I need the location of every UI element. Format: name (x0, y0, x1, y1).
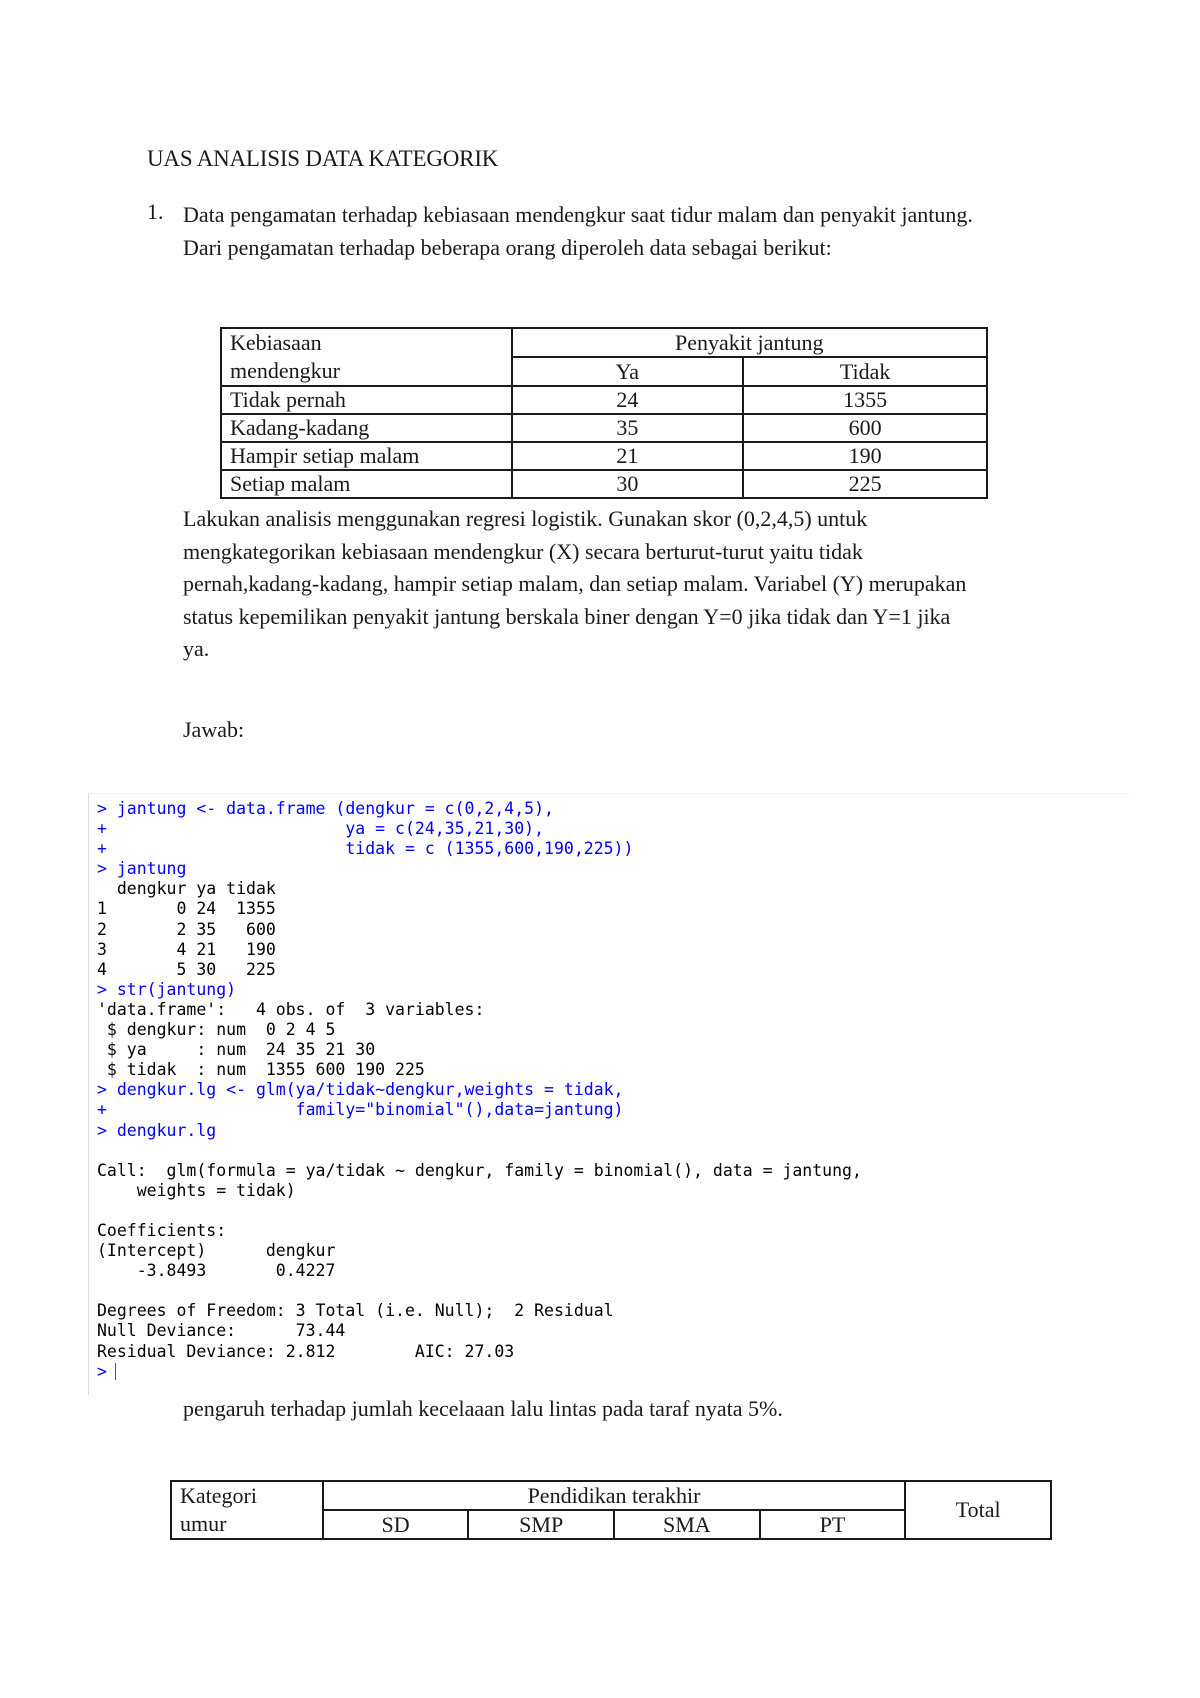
console-output-line: Coefficients: (97, 1220, 227, 1240)
console-output-line (97, 1141, 862, 1161)
table1-row-label: Tidak pernah (221, 386, 512, 414)
console-output-line: (Intercept) dengkur (97, 1241, 336, 1261)
table-row (221, 386, 987, 414)
table1-cell-ya: 24 (512, 386, 744, 414)
console-prompt-symbol: > (97, 1361, 107, 1381)
table2-col-sd: SD (323, 1510, 469, 1539)
snoring-heart-table (220, 327, 988, 499)
console-input-line: + tidak = c (1355,600,190,225)) (97, 839, 634, 859)
table1-col-tidak: Tidak (743, 357, 987, 386)
console-input-line: > jantung <- data.frame (dengkur = c(0,2,4,5), (97, 799, 554, 818)
table2-col-smp: SMP (468, 1510, 614, 1539)
question-text (183, 199, 1083, 264)
console-input-line: > dengkur.lg (97, 1120, 217, 1140)
page-title: UAS ANALISIS DATA KATEGORIK (147, 146, 499, 171)
console-output-line: -3.8493 0.4227 (97, 1261, 336, 1281)
console-output-line: 4 5 30 225 (97, 959, 276, 979)
console-input-line: > str(jantung) (97, 979, 237, 999)
console-output-line: weights = tidak) (97, 1180, 296, 1200)
table-row (221, 414, 987, 442)
console-output-line (97, 1281, 862, 1301)
instruction-line: Lakukan analisis menggunakan regresi logistik. Gunakan skor (0,2,4,5) untuk (183, 506, 868, 531)
instruction-text (183, 503, 1083, 666)
console-output-line: 2 2 35 600 (97, 919, 276, 939)
table1-row-header-line-2: mendengkur (230, 358, 340, 383)
table1-row-label: Kadang-kadang (221, 414, 512, 442)
console-output-line: 3 4 21 190 (97, 939, 276, 959)
table1-cell-ya: 35 (512, 414, 744, 442)
table2-total-header: Total (905, 1481, 1051, 1539)
answer-label: Jawab: (183, 717, 245, 742)
table1-row-label: Hampir setiap malam (221, 442, 512, 470)
table1-cell-tidak: 190 (743, 442, 987, 470)
question-line-2: Dari pengamatan terhadap beberapa orang diperoleh data sebagai berikut: (183, 234, 832, 260)
console-output-line: dengkur ya tidak (97, 879, 276, 899)
table2-row-header-line-1: Kategori (180, 1483, 257, 1508)
console-output-line: $ dengkur: num 0 2 4 5 (97, 1020, 336, 1040)
table-row (221, 470, 987, 498)
table2-col-sma: SMA (614, 1510, 760, 1539)
followup-text: pengaruh terhadap jumlah kecelaaan lalu lintas pada taraf nyata 5%. (183, 1396, 783, 1421)
table2-row-header (171, 1481, 323, 1539)
console-output (97, 799, 862, 1382)
console-output-line: Residual Deviance: 2.812 AIC: 27.03 (97, 1341, 515, 1361)
table1-row-header-line-1: Kebiasaan (230, 330, 322, 355)
instruction-line: mengkategorikan kebiasaan mendengkur (X) secara berturut-turut yaitu tidak (183, 538, 863, 564)
table1-group-header: Penyakit jantung (512, 328, 987, 357)
console-output-line: Null Deviance: 73.44 (97, 1321, 346, 1341)
instruction-line: pernah,kadang-kadang, hampir setiap malam, dan setiap malam. Variabel (Y) merupakan (183, 571, 967, 596)
instruction-line: ya. (183, 636, 210, 661)
table1-cell-ya: 30 (512, 470, 744, 498)
console-output-line: $ tidak : num 1355 600 190 225 (97, 1060, 425, 1080)
console-output-line: $ ya : num 24 35 21 30 (97, 1040, 376, 1060)
table2-group-header: Pendidikan terakhir (323, 1481, 906, 1510)
r-console-screenshot (88, 793, 1129, 1395)
console-output-line (97, 1201, 862, 1221)
question-number: 1. (147, 199, 164, 224)
table1-col-ya: Ya (512, 357, 744, 386)
table2-col-pt: PT (760, 1510, 906, 1539)
table1-cell-tidak: 600 (743, 414, 987, 442)
table1-row-label: Setiap malam (221, 470, 512, 498)
instruction-line: status kepemilikan penyakit jantung berskala biner dengan Y=0 jika tidak dan Y=1 jika (183, 603, 951, 629)
table1-cell-tidak: 225 (743, 470, 987, 498)
console-prompt[interactable] (97, 1362, 862, 1382)
table2-row-header-line-2: umur (180, 1511, 227, 1536)
question-line-1: Data pengamatan terhadap kebiasaan mendengkur saat tidur malam dan penyakit jantung. (183, 202, 973, 227)
console-output-line: 1 0 24 1355 (97, 899, 276, 919)
text-cursor (115, 1363, 116, 1380)
console-input-line: > dengkur.lg <- glm(ya/tidak~dengkur,weights = tidak, (97, 1080, 624, 1100)
age-education-table (170, 1480, 1052, 1540)
console-output-line: 'data.frame': 4 obs. of 3 variables: (97, 999, 485, 1019)
console-input-line: + family="binomial"(),data=jantung) (97, 1100, 624, 1120)
console-input-line: > jantung (97, 859, 187, 879)
table-row (221, 442, 987, 470)
table1-cell-ya: 21 (512, 442, 744, 470)
console-output-line: Degrees of Freedom: 3 Total (i.e. Null); 2 Residual (97, 1301, 614, 1321)
console-output-line: Call: glm(formula = ya/tidak ~ dengkur, family = binomial(), data = jantung, (97, 1160, 862, 1180)
table1-cell-tidak: 1355 (743, 386, 987, 414)
console-input-line: + ya = c(24,35,21,30), (97, 819, 545, 839)
table1-row-header (221, 328, 512, 386)
